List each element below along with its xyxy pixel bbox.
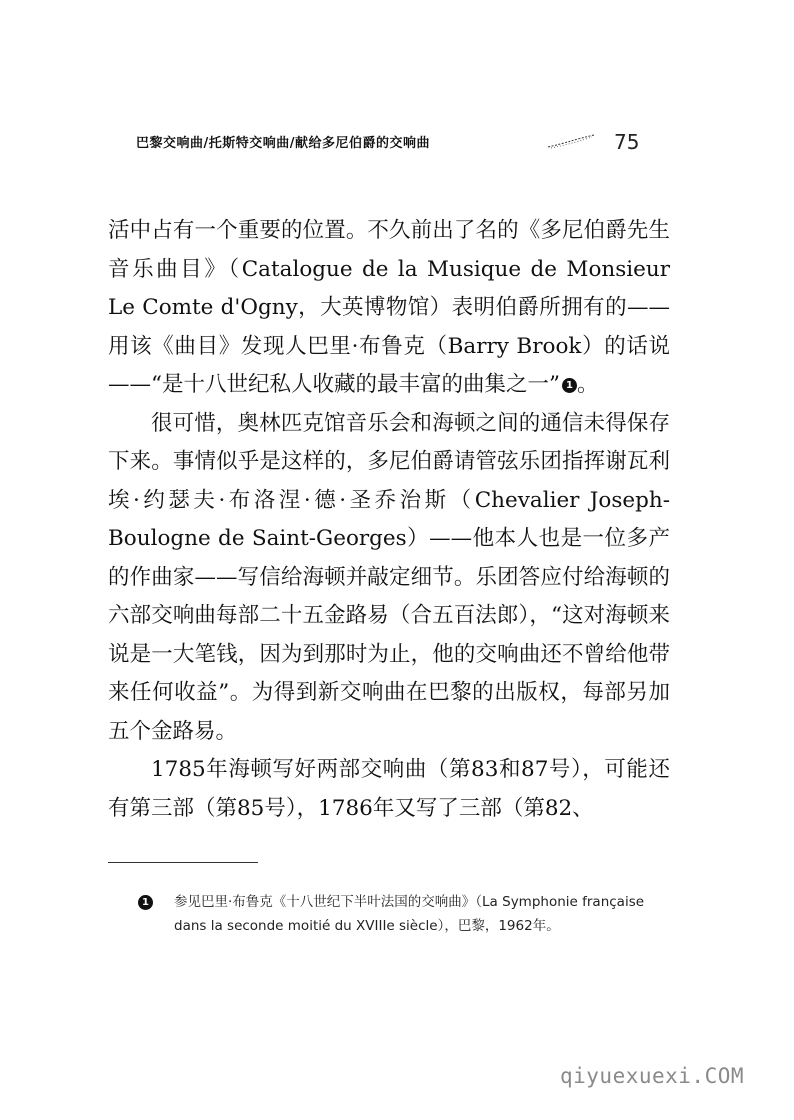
main-text — [108, 212, 670, 828]
paragraph-1 — [108, 212, 670, 405]
page-number: 75 — [614, 130, 640, 154]
flourish-ornament-icon — [546, 132, 596, 150]
running-header — [136, 128, 656, 158]
site-watermark: qiyuexuexi.COM — [560, 1064, 745, 1088]
footnote-reference[interactable]: 1 — [562, 378, 577, 393]
footnote-divider — [108, 862, 258, 863]
footnote — [140, 890, 670, 938]
paragraph-1-tail: 。 — [577, 372, 599, 397]
paragraph-1-text: 活中占有一个重要的位置。不久前出了名的《多尼伯爵先生音乐曲目》（Catalogue de la Musique de Monsieur Le Comte d'Ogny，大英博物馆）表明伯爵所拥有的——用该《曲目》发现人巴里·布鲁克（Barry Brook）的话说——“是十八世纪私人收藏的最丰富的曲集之一” — [108, 218, 670, 397]
paragraph-2: 很可惜，奥林匹克馆音乐会和海顿之间的通信未得保存下来。事情似乎是这样的，多尼伯爵请管弦乐团指挥谢瓦利埃·约瑟夫·布洛涅·德·圣乔治斯（Chevalier Joseph-Boulogne de Saint-Georges）——他本人也是一位多产的作曲家——写信给海顿并敲定细节。乐团答应付给海顿的六部交响曲每部二十五金路易（合五百法郎），“这对海顿来说是一大笔钱，因为到那时为止，他的交响曲还不曾给他带来任何收益”。为得到新交响曲在巴黎的出版权，每部另加五个金路易。 — [108, 410, 670, 744]
footnote-text: 参见巴里·布鲁克《十八世纪下半叶法国的交响曲》（La Symphonie française dans la seconde moitié du XVIIIe siècle），巴黎，1962年。 — [174, 894, 645, 934]
running-title: 巴黎交响曲/托斯特交响曲/献给多尼伯爵的交响曲 — [136, 136, 430, 151]
footnote-marker: 1 — [138, 895, 153, 910]
paragraph-3: 1785年海顿写好两部交响曲（第83和87号），可能还有第三部（第85号），1786年又写了三部（第82、 — [108, 757, 670, 821]
